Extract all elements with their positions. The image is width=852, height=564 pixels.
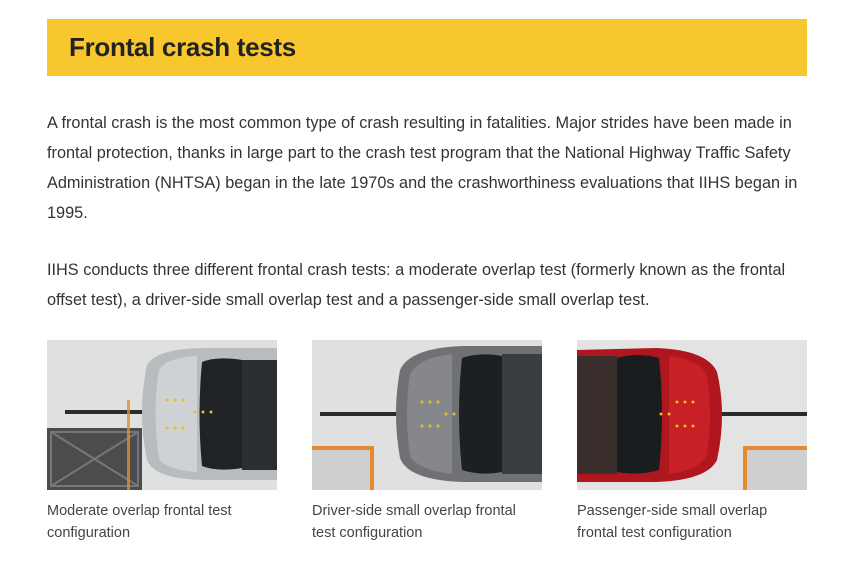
tests-paragraph: IIHS conducts three different frontal crash tests: a moderate overlap test (formerly known as the frontal offset test), a driver-side small overlap test and a passenger-side small overlap test. [47,261,786,309]
figure-caption-moderate: Moderate overlap frontal test configuration [47,503,232,541]
gray-car-photo [312,340,542,490]
figure-caption-passenger-side: Passenger-side small overlap frontal test configuration [577,503,768,541]
silver-car-photo [47,340,277,490]
section-header-banner [47,19,807,76]
red-car-photo [577,340,807,490]
figure-caption-driver-side: Driver-side small overlap frontal test configuration [312,503,516,541]
page-title: Frontal crash tests [69,32,296,62]
intro-paragraph: A frontal crash is the most common type of crash resulting in fatalities. Major strides have been made in frontal protection, thanks in large part to the crash test program that the National Highway Traffic Safety Administration (NHTSA) began in the late 1970s and the crashworthiness evaluations that IIHS began in 1995. [47,114,798,222]
